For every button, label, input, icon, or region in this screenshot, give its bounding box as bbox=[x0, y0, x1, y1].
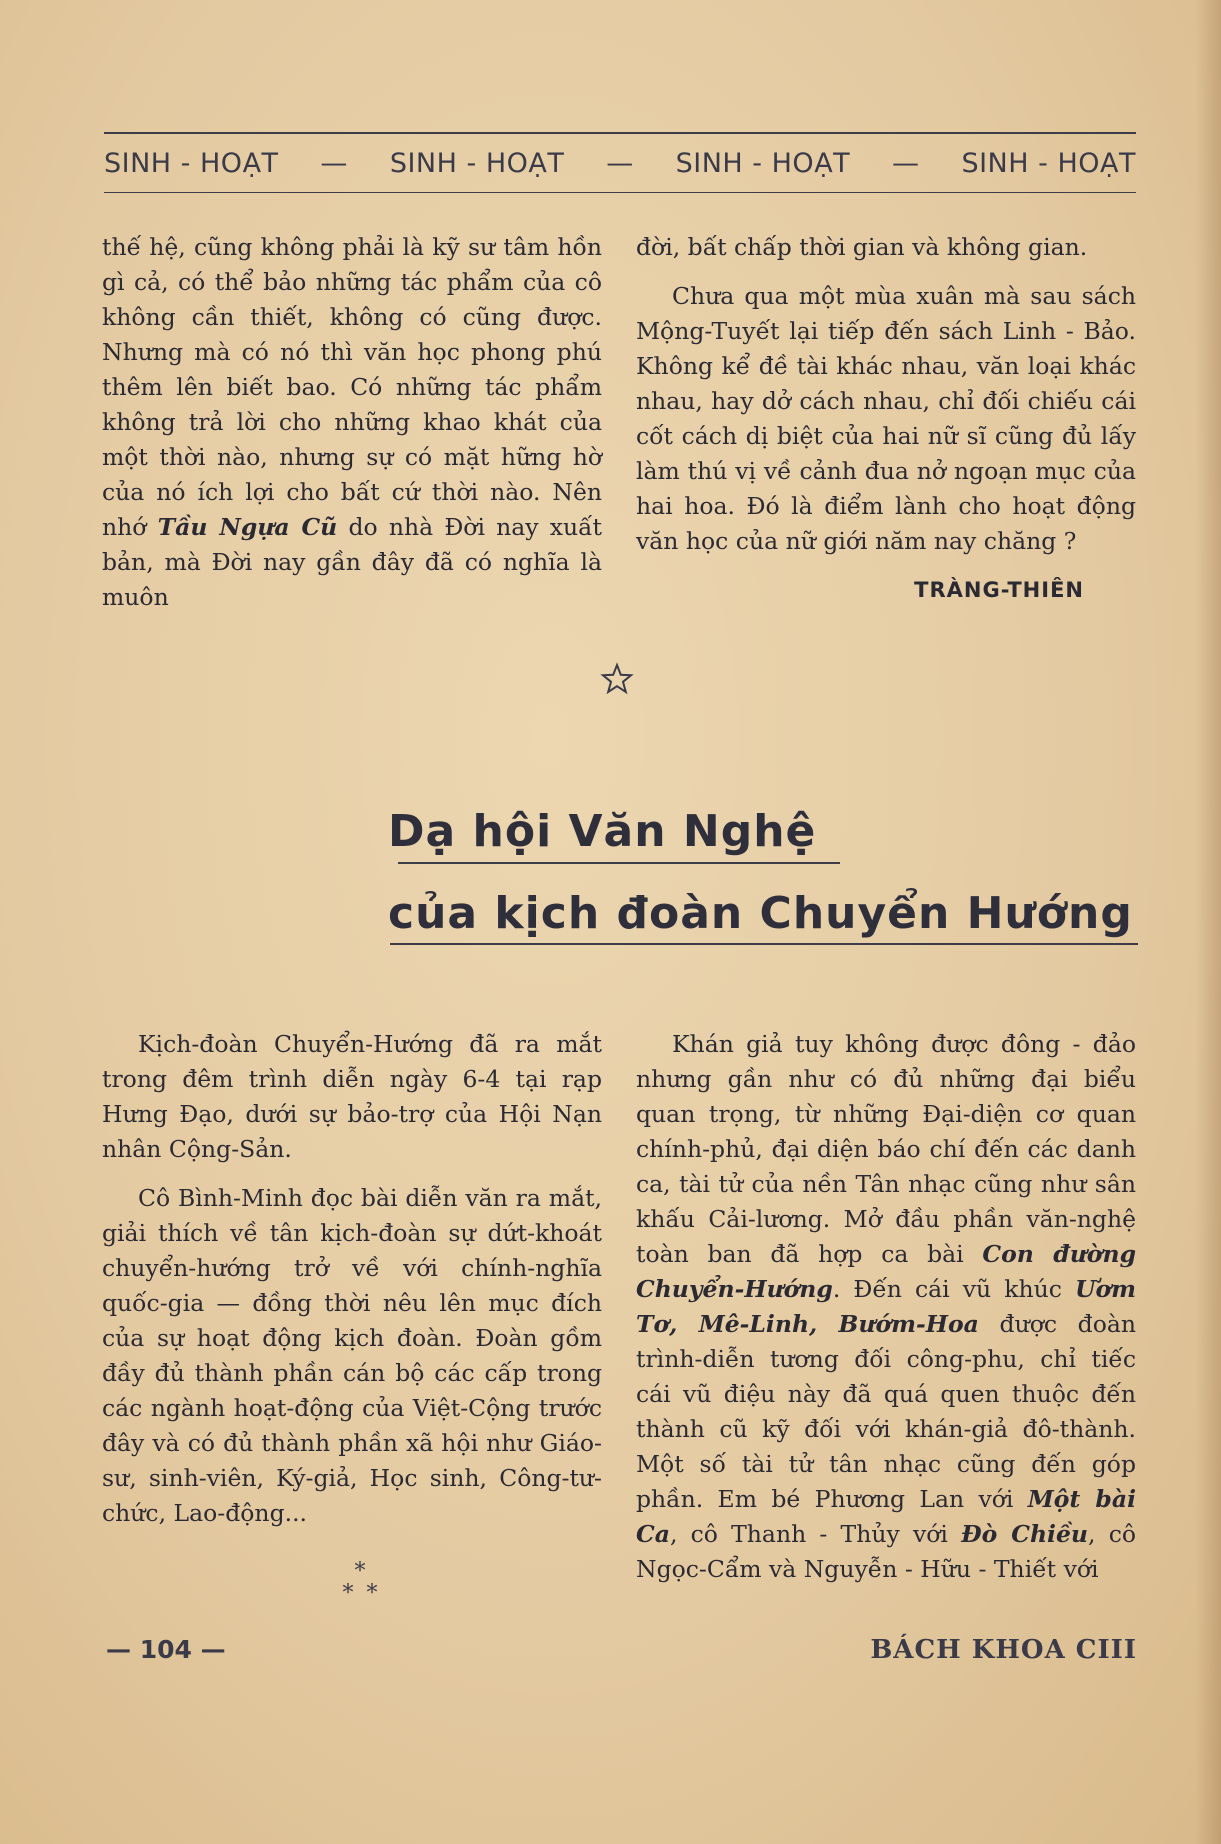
title-underline bbox=[398, 862, 840, 864]
running-head-item: SINH - HOẠT bbox=[961, 148, 1136, 179]
star-outline-icon bbox=[600, 662, 634, 696]
author-signature: TRÀNG-THIÊN bbox=[914, 578, 1084, 602]
svg-text:*: * bbox=[366, 1581, 378, 1606]
running-head-separator: — bbox=[606, 148, 634, 179]
asterism-icon bbox=[330, 1560, 390, 1610]
song-title: Con đường Chuyển-Hướng bbox=[636, 1240, 1136, 1303]
running-head bbox=[104, 148, 1136, 179]
article-title-line-2: của kịch đoàn Chuyển Hướng bbox=[388, 888, 1133, 939]
article-paragraph: Cô Bình-Minh đọc bài diễn văn ra mắt, giải thích về tân kịch-đoàn sự dứt-khoát chuyển-hướng trở về với chính-nghĩa quốc-gia — đồng thời nêu lên mục đích của sự hoạt động kịch đoàn. Đoàn gồm đầy đủ thành phần cán bộ các cấp trong các ngành hoạt-động của Việt-Cộng trước đây và có đủ thành phần xã hội như Giáo-sư, sinh-viên, Ký-giả, Học sinh, Công-tư-chức, Lao-động... bbox=[102, 1184, 602, 1527]
song-title: Đò Chiều bbox=[961, 1520, 1089, 1548]
running-head-top-rule bbox=[104, 132, 1136, 134]
article-left-column bbox=[102, 1027, 602, 1545]
article-right-column bbox=[636, 1027, 1136, 1601]
running-head-item: SINH - HOẠT bbox=[389, 148, 565, 179]
article-paragraph: Kịch-đoàn Chuyển-Hướng đã ra mắt trong đêm trình diễn ngày 6-4 tại rạp Hưng Đạo, dưới sự bảo-trợ của Hội Nạn nhân Cộng-Sản. bbox=[102, 1030, 602, 1163]
song-title: Một bài Ca bbox=[636, 1485, 1136, 1548]
title-underline bbox=[390, 943, 1138, 945]
top-right-paragraph: Chưa qua một mùa xuân mà sau sách Mộng-Tuyết lại tiếp đến sách Linh - Bảo. Không kể đề tài khác nhau, văn loại khác nhau, hay dở cách nhau, chỉ đối chiếu cái cốt cách dị biệt của hai nữ sĩ cũng đủ lấy làm thú vị về cảnh đua nở ngoạn mục của hai hoa. Đó là điểm lành cho hoạt động văn học của nữ giới năm nay chăng ? bbox=[636, 282, 1136, 555]
running-head-separator: — bbox=[892, 148, 920, 179]
page-number: — 104 — bbox=[106, 1635, 226, 1664]
running-head-item: SINH - HOẠT bbox=[675, 148, 851, 179]
top-left-paragraph: thế hệ, cũng không phải là kỹ sư tâm hồn gì cả, có thể bảo những tác phẩm của cô không cần thiết, không có cũng được. Nhưng mà có nó thì văn học phong phú thêm lên biết bao. Có những tác phẩm không trả lời cho những khao khát của một thời nào, nhưng sự có mặt hững hờ của nó ích lợi cho bất cứ thời nào. Nên nhớ Tầu Ngựa Cũ do nhà Đời nay xuất bản, mà Đời nay gần đây đã có nghĩa là muôn bbox=[102, 233, 603, 611]
journal-name: BÁCH KHOA CIII bbox=[870, 1635, 1137, 1665]
article-title-line-1: Dạ hội Văn Nghệ bbox=[388, 806, 817, 857]
dance-titles: Ươm Tơ, Mê-Linh, Bướm-Hoa bbox=[636, 1275, 1136, 1338]
page-edge-shadow bbox=[1195, 0, 1221, 1844]
top-right-column bbox=[636, 230, 1136, 608]
book-title: Tầu Ngựa Cũ bbox=[157, 513, 338, 541]
top-right-paragraph: đời, bất chấp thời gian và không gian. bbox=[636, 233, 1088, 261]
running-head-separator: — bbox=[320, 148, 348, 179]
running-head-bottom-rule bbox=[104, 192, 1136, 193]
running-head-item: SINH - HOẠT bbox=[104, 148, 279, 179]
top-left-column bbox=[102, 230, 602, 629]
svg-text:*: * bbox=[342, 1581, 354, 1606]
svg-text:*: * bbox=[354, 1560, 366, 1584]
article-paragraph: Khán giả tuy không được đông - đảo nhưng gần như có đủ những đại biểu quan trọng, từ những Đại-diện cơ quan chính-phủ, đại diện báo chí đến các danh ca, tài tử của nền Tân nhạc cũng như sân khấu Cải-lương. Mở đầu phần văn-nghệ toàn ban đã hợp ca bài Con đường Chuyển-Hướng. Đến cái vũ khúc Ươm Tơ, Mê-Linh, Bướm-Hoa được đoàn trình-diễn tương đối công-phu, chỉ tiếc cái vũ điệu này đã quá quen thuộc đến thành cũ kỹ đối với khán-giả đô-thành. Một số tài tử tân nhạc cũng đến góp phần. Em bé Phương Lan với Một bài Ca, cô Thanh - Thủy với Đò Chiều, cô Ngọc-Cẩm và Nguyễn - Hữu - Thiết với bbox=[636, 1030, 1136, 1583]
